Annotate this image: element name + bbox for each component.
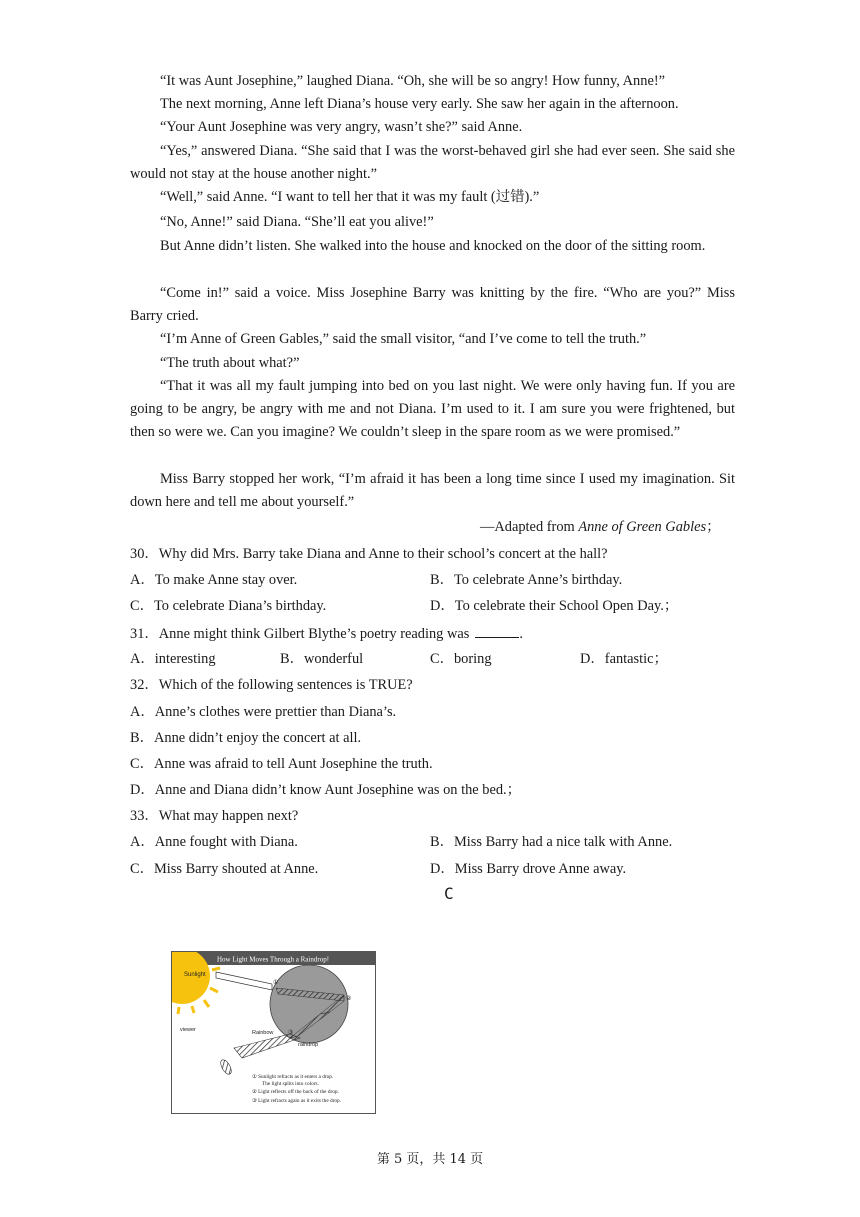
figure-note: ② Light reflects off the back of the drop. bbox=[252, 1089, 339, 1095]
question-stem: 31．Anne might think Gilbert Blythe’s poetry reading was bbox=[130, 626, 470, 642]
answer-option: A．Anne fought with Diana. bbox=[130, 834, 298, 850]
rainbow-label: Rainbow bbox=[252, 1030, 274, 1036]
question-stem: 30．Why did Mrs. Barry take Diana and Anne to their school’s concert at the hall? bbox=[130, 546, 608, 562]
incoming-ray bbox=[216, 972, 272, 990]
story-paragraph: “No, Anne!” said Diana. “She’ll eat you alive!” bbox=[160, 214, 434, 230]
answer-option: C．To celebrate Diana’s birthday. bbox=[130, 598, 327, 614]
question-stem: 32．Which of the following sentences is TRUE? bbox=[130, 677, 413, 693]
answer-option: D．fantastic； bbox=[580, 651, 668, 667]
answer-option: B．Miss Barry had a nice talk with Anne. bbox=[430, 834, 673, 850]
raindrop-label: raindrop bbox=[298, 1042, 319, 1048]
answer-option: B．To celebrate Anne’s birthday. bbox=[430, 572, 623, 588]
answer-option: C．boring bbox=[430, 651, 492, 667]
story-paragraph: “Your Aunt Josephine was very angry, wasn’t she?” said Anne. bbox=[160, 119, 523, 135]
raindrop-figure bbox=[171, 951, 376, 1114]
figure-note: ① Sunlight refracts as it enters a drop. bbox=[252, 1074, 334, 1080]
story-source bbox=[480, 516, 720, 539]
source-title: Anne of Green Gables bbox=[578, 519, 707, 535]
figure-note: ③ Light refracts again as it exits the drop. bbox=[252, 1098, 342, 1104]
answer-option: B．wonderful bbox=[280, 651, 364, 667]
story-paragraph: Miss Barry stopped her work, “I’m afraid it has been a long time since I used my imagination. Sit down here and tell me about yourself.” bbox=[130, 471, 735, 511]
story-paragraph: But Anne didn’t listen. She walked into the house and knocked on the door of the sitting room. bbox=[160, 238, 706, 254]
page-footer: 第 5 页，共 14 页 bbox=[376, 1152, 484, 1167]
rainbow-wedge bbox=[234, 1034, 300, 1058]
answer-option: C．Anne was afraid to tell Aunt Josephine the truth. bbox=[130, 756, 433, 772]
question-stem-end: . bbox=[519, 626, 523, 642]
marker-3: ③ bbox=[288, 1029, 294, 1036]
answer-option: D．To celebrate their School Open Day.； bbox=[430, 598, 679, 614]
figure-title: How Light Moves Through a Raindrop! bbox=[216, 955, 330, 964]
section-label: C bbox=[444, 884, 454, 903]
viewer-eye-icon bbox=[219, 1058, 234, 1076]
story-paragraph: The next morning, Anne left Diana’s house very early. She saw her again in the afternoon. bbox=[160, 96, 679, 112]
answer-option: B．Anne didn’t enjoy the concert at all. bbox=[130, 730, 362, 746]
story-paragraph: “I’m Anne of Green Gables,” said the small visitor, “and I’ve come to tell the truth.” bbox=[160, 331, 647, 347]
source-suffix: ； bbox=[706, 519, 721, 535]
question-stem-row bbox=[130, 623, 523, 644]
story-paragraph: “The truth about what?” bbox=[160, 355, 300, 371]
story-paragraph: “Yes,” answered Diana. “She said that I was the worst-behaved girl she had ever seen. She said she would not stay at the house another night.” bbox=[130, 143, 735, 183]
figure-note: The light splits into colors. bbox=[262, 1081, 319, 1087]
question-stem: 33．What may happen next? bbox=[130, 808, 299, 824]
answer-option: A．To make Anne stay over. bbox=[130, 572, 298, 588]
story-paragraph: “It was Aunt Josephine,” laughed Diana. “Oh, she will be so angry! How funny, Anne!” bbox=[160, 73, 666, 89]
marker-2: ② bbox=[346, 995, 352, 1002]
sunlight-label: Sunlight bbox=[184, 972, 206, 978]
answer-option: D．Miss Barry drove Anne away. bbox=[430, 861, 627, 877]
answer-option: C．Miss Barry shouted at Anne. bbox=[130, 861, 319, 877]
story-paragraph: “Come in!” said a voice. Miss Josephine Barry was knitting by the fire. “Who are you?” Miss Barry cried. bbox=[130, 285, 735, 325]
marker-1: ① bbox=[273, 979, 279, 986]
viewer-label: viewer bbox=[180, 1027, 196, 1033]
story-paragraph: “That it was all my fault jumping into bed on you last night. We were only having fun. If you are going to be angry, be angry with me and not Diana. I’m used to it. I am sure you were frightened, but then so were we. Can you imagine? We couldn’t sleep in the spare room as we were promised.” bbox=[130, 378, 735, 441]
answer-option: A．Anne’s clothes were prettier than Diana’s. bbox=[130, 704, 397, 720]
answer-option: D．Anne and Diana didn’t know Aunt Josephine was on the bed.； bbox=[130, 782, 522, 798]
story-paragraph: “Well,” said Anne. “I want to tell her that it was my fault (过错).” bbox=[160, 189, 540, 205]
raindrop-diagram bbox=[172, 952, 375, 1113]
answer-option: A．interesting bbox=[130, 651, 216, 667]
source-prefix: —Adapted from bbox=[480, 519, 579, 535]
answer-blank bbox=[475, 623, 519, 638]
